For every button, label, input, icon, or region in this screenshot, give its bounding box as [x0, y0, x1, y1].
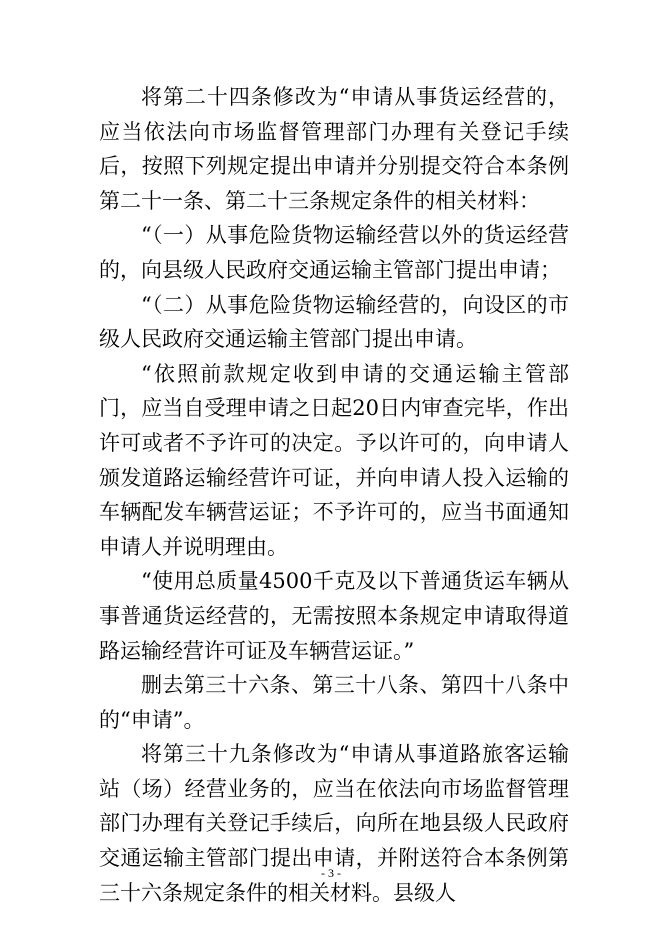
paragraph-review-period: “依照前款规定收到申请的交通运输主管部门，应当自受理申请之日起20日内审查完毕，作出许可或者不予许可的决定。予以许可的，向申请人颁发道路运输经营许可证，并向申请人投入运输的车辆配发车辆营运证；不予许可的，应当书面通知申请人并说明理由。: [99, 361, 569, 559]
paragraph-item-2: “（二）从事危险货物运输经营的，向设区的市级人民政府交通运输主管部门提出申请。: [99, 292, 569, 352]
paragraph-article-39: 将第三十九条修改为“申请从事道路旅客运输站（场）经营业务的，应当在依法向市场监督管理部门办理有关登记手续后，向所在地县级人民政府交通运输主管部门提出申请，并附送符合本条例第三十六条规定条件的相关材料。县级人: [99, 742, 569, 905]
body-text: [99, 80, 569, 910]
paragraph-article-24: 将第二十四条修改为“申请从事货运经营的，应当依法向市场监督管理部门办理有关登记手续后，按照下列规定提出申请并分别提交符合本条例第二十一条、第二十三条规定条件的相关材料：: [99, 85, 569, 213]
paragraph-deletion: 删去第三十六条、第三十八条、第四十八条中的“申请”。: [99, 673, 569, 732]
page-number: - 3 -: [321, 866, 341, 880]
paragraph-exemption: “使用总质量4500千克及以下普通货运车辆从事普通货运经营的，无需按照本条规定申请取得道路运输经营许可证及车辆营运证。”: [99, 569, 569, 663]
paragraph-item-1: “（一）从事危险货物运输经营以外的货运经营的，向县级人民政府交通运输主管部门提出申请；: [99, 223, 569, 282]
